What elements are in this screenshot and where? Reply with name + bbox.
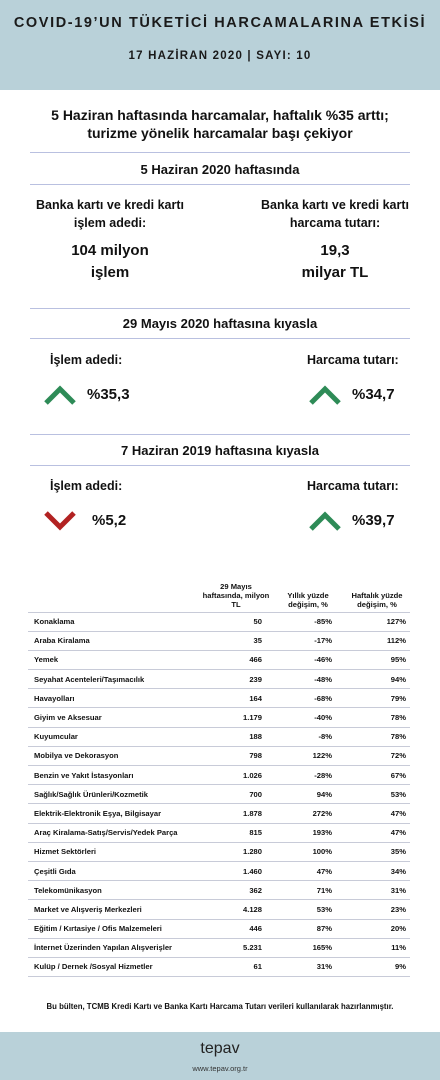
table-cell-category: Market ve Alışveriş Merkezleri [28, 900, 200, 919]
table-cell-weekly-change: 11% [344, 938, 410, 957]
table-cell-amount: 239 [200, 670, 272, 689]
table-row [28, 766, 410, 785]
source-note: Bu bülten, TCMB Kredi Kartı ve Banka Kartı Harcama Tutarı verileri kullanılarak hazırlanmıştır. [46, 1002, 394, 1011]
table-cell-category: Giyim ve Aksesuar [28, 708, 200, 727]
table-cell-yearly-change: -40% [272, 708, 344, 727]
compare-may-left-value: %35,3 [87, 386, 130, 403]
table-cell-amount: 700 [200, 785, 272, 804]
table-cell-amount: 1.179 [200, 708, 272, 727]
table-header-category [28, 578, 200, 612]
footer-band [0, 1032, 440, 1080]
table-row [28, 785, 410, 804]
table-row [28, 861, 410, 880]
week-left-value-2: işlem [90, 264, 130, 281]
table-cell-category: Yemek [28, 650, 200, 669]
table-cell-yearly-change: 165% [272, 938, 344, 957]
table-cell-amount: 50 [200, 612, 272, 631]
table-cell-yearly-change: -17% [272, 631, 344, 650]
table-cell-weekly-change: 78% [344, 727, 410, 746]
table-cell-amount: 815 [200, 823, 272, 842]
table-row [28, 708, 410, 727]
table-cell-weekly-change: 9% [344, 957, 410, 976]
table-cell-amount: 798 [200, 746, 272, 765]
table-cell-weekly-change: 34% [344, 861, 410, 880]
lead-headline [20, 106, 420, 142]
table-cell-weekly-change: 67% [344, 766, 410, 785]
divider [30, 152, 410, 153]
table-row [28, 727, 410, 746]
week-left-label-2: işlem adedi: [73, 216, 147, 230]
compare-2019-left-label: İşlem adedi: [50, 479, 123, 493]
table-cell-amount: 466 [200, 650, 272, 669]
table-row [28, 612, 410, 631]
week-left-label-1: Banka kartı ve kredi kartı [36, 198, 184, 212]
up-arrow-icon [308, 510, 342, 532]
up-arrow-icon [308, 384, 342, 406]
divider [30, 465, 410, 466]
table-cell-amount: 4.128 [200, 900, 272, 919]
tepav-logo: tepav [200, 1040, 240, 1057]
compare-2019-left-value: %5,2 [92, 512, 127, 529]
table-cell-yearly-change: -48% [272, 670, 344, 689]
table-row [28, 881, 410, 900]
table-cell-category: Hizmet Sektörleri [28, 842, 200, 861]
divider [30, 308, 410, 309]
table-cell-amount: 164 [200, 689, 272, 708]
table-cell-category: Kuyumcular [28, 727, 200, 746]
compare-may-heading: 29 Mayıs 2020 haftasına kıyasla [122, 316, 318, 331]
table-cell-category: Sağlık/Sağlık Ürünleri/Kozmetik [28, 785, 200, 804]
table-row [28, 938, 410, 957]
table-cell-yearly-change: 47% [272, 861, 344, 880]
table-row [28, 804, 410, 823]
compare-may-left-label: İşlem adedi: [50, 353, 123, 367]
table-cell-yearly-change: -68% [272, 689, 344, 708]
table-row [28, 650, 410, 669]
week-right-label-2: harcama tutarı: [289, 216, 381, 230]
table-cell-yearly-change: 193% [272, 823, 344, 842]
table-row [28, 842, 410, 861]
table-header-amount: 29 Mayıs haftasında, milyon TL [200, 578, 272, 612]
table-cell-amount: 188 [200, 727, 272, 746]
table-cell-yearly-change: 71% [272, 881, 344, 900]
table-cell-category: Konaklama [28, 612, 200, 631]
week-left-block [10, 196, 210, 284]
table-cell-category: Çeşitli Gıda [28, 861, 200, 880]
lead-line-2: turizme yönelik harcamalar başı çekiyor [87, 125, 353, 141]
divider [30, 184, 410, 185]
page-subtitle: 17 HAZİRAN 2020 | SAYI: 10 [128, 50, 312, 62]
compare-may-right-value: %34,7 [352, 386, 395, 403]
table-cell-amount: 5.231 [200, 938, 272, 957]
table-body [28, 612, 410, 977]
week-right-label-1: Banka kartı ve kredi kartı [261, 198, 409, 212]
table-cell-amount: 61 [200, 957, 272, 976]
header-band [0, 0, 440, 90]
table-cell-yearly-change: 87% [272, 919, 344, 938]
up-arrow-icon [43, 384, 77, 406]
table-cell-weekly-change: 47% [344, 823, 410, 842]
table-row [28, 900, 410, 919]
table-cell-weekly-change: 79% [344, 689, 410, 708]
table-cell-yearly-change: 53% [272, 900, 344, 919]
table-cell-category: Mobilya ve Dekorasyon [28, 746, 200, 765]
table-row [28, 823, 410, 842]
table-cell-weekly-change: 47% [344, 804, 410, 823]
table-cell-category: Havayolları [28, 689, 200, 708]
week-heading: 5 Haziran 2020 haftasında [140, 162, 300, 177]
table-cell-weekly-change: 53% [344, 785, 410, 804]
week-right-value-2: milyar TL [301, 264, 369, 281]
down-arrow-icon [43, 510, 77, 532]
table-row [28, 957, 410, 976]
table-header-yearly-change: Yıllık yüzde değişim, % [272, 578, 344, 612]
table-cell-category: İnternet Üzerinden Yapılan Alışverişler [28, 938, 200, 957]
table-cell-category: Eğitim / Kırtasiye / Ofis Malzemeleri [28, 919, 200, 938]
compare-2019-right-label: Harcama tutarı: [307, 479, 399, 493]
week-left-value-1: 104 milyon [71, 242, 149, 259]
table-cell-yearly-change: 94% [272, 785, 344, 804]
table-cell-yearly-change: 122% [272, 746, 344, 765]
table-cell-category: Elektrik-Elektronik Eşya, Bilgisayar [28, 804, 200, 823]
table-cell-yearly-change: -8% [272, 727, 344, 746]
lead-line-1: 5 Haziran haftasında harcamalar, haftalık %35 arttı; [51, 107, 389, 123]
table-cell-category: Benzin ve Yakıt İstasyonları [28, 766, 200, 785]
table-row [28, 919, 410, 938]
table-cell-yearly-change: -85% [272, 612, 344, 631]
table-cell-category: Araba Kiralama [28, 631, 200, 650]
table-cell-amount: 1.280 [200, 842, 272, 861]
table-cell-weekly-change: 94% [344, 670, 410, 689]
table-cell-weekly-change: 23% [344, 900, 410, 919]
table-cell-yearly-change: 100% [272, 842, 344, 861]
table-row [28, 746, 410, 765]
divider [30, 338, 410, 339]
table-cell-weekly-change: 95% [344, 650, 410, 669]
table-cell-amount: 1.026 [200, 766, 272, 785]
table-cell-amount: 1.460 [200, 861, 272, 880]
table-cell-weekly-change: 31% [344, 881, 410, 900]
table-cell-yearly-change: 31% [272, 957, 344, 976]
spending-table [28, 578, 410, 977]
table-header-weekly-change: Haftalık yüzde değişim, % [344, 578, 410, 612]
table-cell-weekly-change: 20% [344, 919, 410, 938]
table-cell-yearly-change: -28% [272, 766, 344, 785]
table-cell-weekly-change: 72% [344, 746, 410, 765]
week-right-value-1: 19,3 [320, 242, 350, 259]
table-cell-weekly-change: 112% [344, 631, 410, 650]
table-cell-amount: 1.878 [200, 804, 272, 823]
table-row [28, 689, 410, 708]
week-right-block [235, 196, 435, 284]
table-cell-category: Seyahat Acenteleri/Taşımacılık [28, 670, 200, 689]
table-cell-yearly-change: 272% [272, 804, 344, 823]
table-cell-weekly-change: 127% [344, 612, 410, 631]
compare-may-right-label: Harcama tutarı: [307, 353, 399, 367]
table-row [28, 631, 410, 650]
page-title: COVID-19’UN TÜKETİCİ HARCAMALARINA ETKİSİ [13, 15, 427, 31]
compare-2019-right-value: %39,7 [352, 512, 395, 529]
table-cell-amount: 362 [200, 881, 272, 900]
footer-url[interactable]: www.tepav.org.tr [192, 1064, 248, 1073]
table-cell-yearly-change: -46% [272, 650, 344, 669]
table-cell-category: Araç Kiralama-Satış/Servis/Yedek Parça [28, 823, 200, 842]
table-cell-amount: 446 [200, 919, 272, 938]
table-cell-amount: 35 [200, 631, 272, 650]
table-row [28, 670, 410, 689]
table-cell-weekly-change: 78% [344, 708, 410, 727]
table-cell-weekly-change: 35% [344, 842, 410, 861]
divider [30, 434, 410, 435]
table-header-row [28, 578, 410, 612]
table-cell-category: Telekomünikasyon [28, 881, 200, 900]
compare-2019-heading: 7 Haziran 2019 haftasına kıyasla [120, 443, 319, 458]
table-cell-category: Kulüp / Dernek /Sosyal Hizmetler [28, 957, 200, 976]
